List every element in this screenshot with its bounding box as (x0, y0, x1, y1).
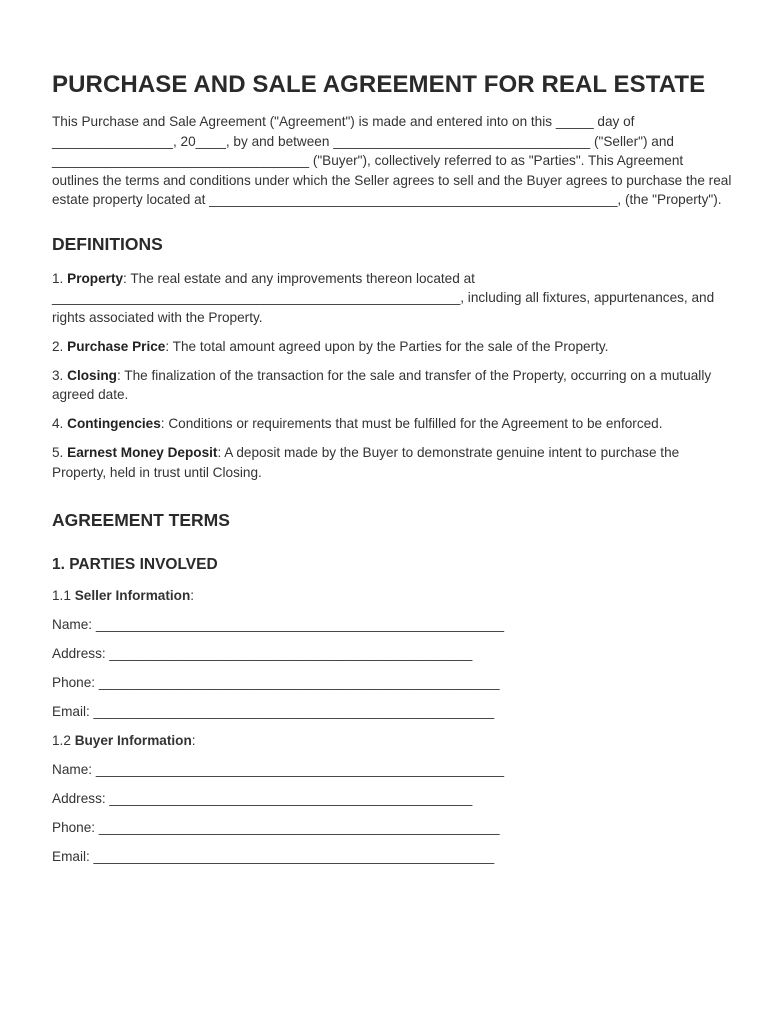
buyer-name-field[interactable]: Name: ______________________________________________________ (52, 761, 505, 777)
agreement-terms-heading: AGREEMENT TERMS (52, 509, 230, 530)
definition-term: Earnest Money Deposit (67, 445, 218, 460)
definition-term: Contingencies (67, 416, 161, 431)
definition-number: 4. (52, 416, 68, 431)
definition-item (52, 337, 732, 357)
definition-item (52, 269, 732, 328)
definition-text: : Conditions or requirements that must be fulfilled for the Agreement to be enforced. (160, 416, 663, 431)
buyer-phone-field[interactable]: Phone: _____________________________________________________ (52, 819, 500, 835)
definition-number: 2. (52, 338, 68, 354)
buyer-info-label: Buyer Information (74, 732, 192, 748)
definition-number: 5. (52, 445, 68, 460)
buyer-info-suffix: : (191, 732, 196, 748)
seller-info-suffix: : (190, 587, 195, 603)
definition-text: : A deposit made by the Buyer to demonstrate genuine intent to purchase the Property, held in trust until Closing. (52, 445, 680, 480)
definition-item (52, 443, 732, 482)
definition-number: 1. (52, 270, 68, 286)
seller-name-field[interactable]: Name: ______________________________________________________ (52, 616, 505, 632)
definition-term: Purchase Price (67, 338, 166, 354)
definition-item (52, 366, 732, 405)
buyer-address-field[interactable]: Address: ________________________________________________ (52, 790, 473, 806)
definition-term: Property (67, 270, 124, 286)
definition-term: Closing (67, 367, 117, 383)
document-title: PURCHASE AND SALE AGREEMENT FOR REAL ESTATE (52, 71, 706, 98)
document-page (52, 68, 732, 876)
parties-involved-heading: 1. PARTIES INVOLVED (52, 555, 218, 573)
seller-info-label: Seller Information (74, 587, 191, 603)
seller-email-field[interactable]: Email: _____________________________________________________ (52, 703, 495, 719)
definition-item (52, 414, 732, 434)
buyer-info-number: 1.2 (52, 732, 75, 748)
seller-info-number: 1.1 (52, 587, 75, 603)
buyer-info-heading (52, 731, 732, 751)
definition-text: : The finalization of the transaction for the sale and transfer of the Property, occurring on a mutually agreed date. (52, 367, 712, 402)
seller-info-heading (52, 586, 732, 606)
definitions-heading: DEFINITIONS (52, 233, 163, 254)
seller-phone-field[interactable]: Phone: _____________________________________________________ (52, 674, 500, 690)
seller-address-field[interactable]: Address: ________________________________________________ (52, 645, 473, 661)
definition-text: : The total amount agreed upon by the Parties for the sale of the Property. (165, 338, 609, 354)
intro-paragraph: This Purchase and Sale Agreement ("Agreement") is made and entered into on this _____ day of ________________, 20____, by and between __________________________________ ("Seller") and __________________________________ ("Buyer"), collectively referred to as "Parties". This Agreement outlines the terms and conditions under which the Seller agrees to sell and the Buyer agrees to purchase the real estate property located at ______________________________________________________, (the "Property"). (52, 114, 732, 207)
definition-number: 3. (52, 367, 68, 383)
definition-text: : The real estate and any improvements thereon located at ______________________________________________________, including all fixtures, appurtenances, and rights associated with the Property. (52, 270, 715, 325)
buyer-email-field[interactable]: Email: _____________________________________________________ (52, 848, 495, 864)
